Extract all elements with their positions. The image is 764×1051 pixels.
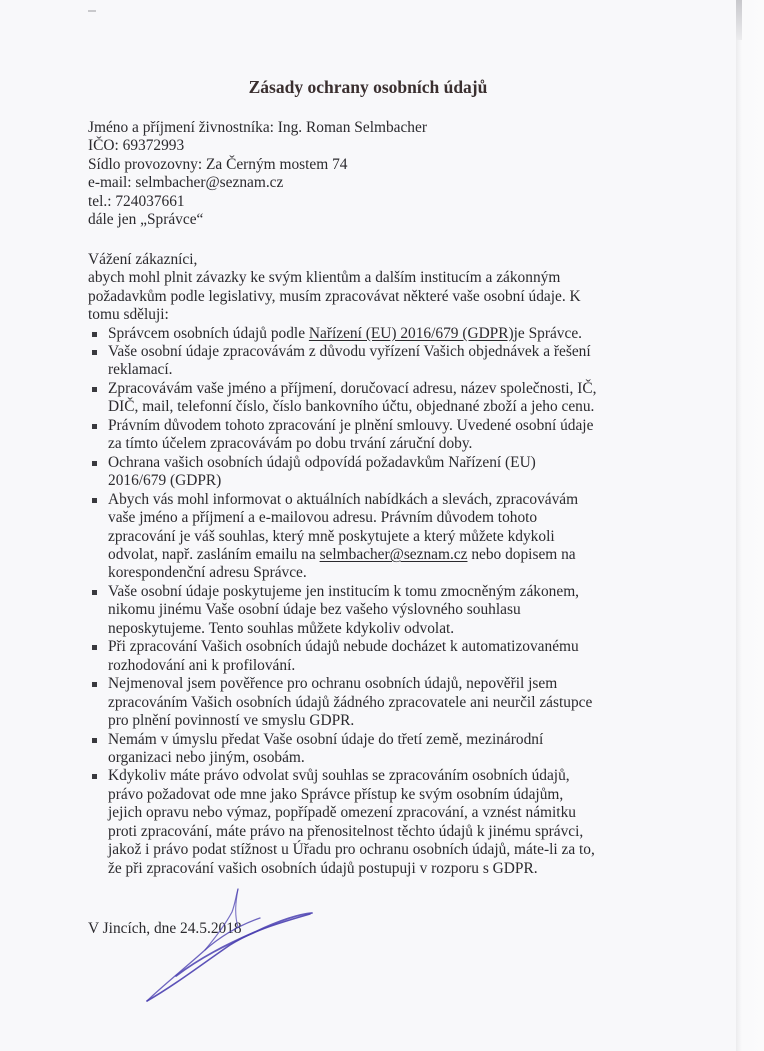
list-item [88,491,708,583]
intro-line: požadavkům podle legislativy, musím zpracovávat některé vaše osobní údaje. K [88,287,581,305]
square-bullet-icon [92,387,97,392]
item-text: reklamací. [108,361,173,379]
list-item [88,675,708,730]
controller-info [88,119,708,230]
item-text: organizaci nebo jiným, osobám. [108,748,305,766]
item-text: Ochrana vašich osobních údajů odpovídá požadavkům Nařízení (EU) [108,453,536,471]
policy-list [88,325,708,879]
square-bullet-icon [92,461,97,466]
item-text: zpracování je váš souhlas, který mně poskytujete a který můžete kdykoli [108,527,555,545]
square-bullet-icon [92,424,97,429]
item-text: nebo dopisem na [467,545,576,563]
item-text: 2016/679 (GDPR) [108,472,222,490]
list-item [88,767,708,878]
owner-line: Jméno a příjmení živnostníka: Ing. Roman Selmbacher [88,119,427,136]
item-text: zpracováním Vašich osobních údajů žádného zpracovatele ani neurčil zástupce [108,693,593,711]
item-text: Vaše osobní údaje poskytujeme jen institucím k tomu zmocněným zákonem, [108,582,580,600]
item-text: nikomu jinému Vaše osobní údaje bez vašeho výslovného souhlasu [108,601,521,619]
square-bullet-icon [92,498,97,503]
item-text: Správcem osobních údajů podle [108,324,309,342]
intro-line: tomu sděluji: [88,306,169,324]
item-text: Kdykoliv máte právo odvolat svůj souhlas se zpracováním osobních údajů, [108,767,570,785]
intro-line: abych mohl plnit závazky ke svým klientům a dalším institucím a zákonným [88,269,561,287]
email-link[interactable]: selmbacher@seznam.cz [319,545,468,563]
item-text: Nemám v úmyslu předat Vaše osobní údaje do třetí země, mezinárodní [108,730,544,748]
item-text: Zpracovávám vaše jméno a příjmení, doručovací adresu, název společnosti, IČ, [108,379,597,397]
square-bullet-icon [92,590,97,595]
item-text: jakož i právo podat stížnost u Úřadu pro ochranu osobních údajů, máte-li za to, [108,841,595,859]
item-text: Vaše osobní údaje zpracovávám z důvodu vyřízení Vašich objednávek a řešení [108,342,591,360]
scan-speck [88,10,96,12]
item-text: proti zpracování, máte právo na přenositelnost těchto údajů k jinému správci, [108,822,584,840]
document-title: Zásady ochrany osobních údajů [248,77,488,97]
gdpr-link[interactable]: Nařízení (EU) 2016/679 (GDPR) [308,324,514,342]
list-item [88,417,708,454]
item-text: Právním důvodem tohoto zpracování je plnění smlouvy. Uvedené osobní údaje [108,416,594,434]
item-text: Nejmenoval jsem pověřence pro ochranu osobních údajů, nepověřil jsem [108,675,558,693]
list-item [88,380,708,417]
square-bullet-icon [92,645,97,650]
square-bullet-icon [92,332,97,337]
list-item [88,343,708,380]
item-text: DIČ, mail, telefonní číslo, číslo bankovního účtu, objednané zboží a jeho cenu. [108,398,595,416]
square-bullet-icon [92,774,97,779]
item-text: jejich opravu nebo výmaz, popřípadě omezení zpracování, a vznést námitku [108,804,576,822]
square-bullet-icon [92,682,97,687]
scan-edge-shadow [736,0,742,40]
item-text: neposkytujeme. Tento souhlas můžete kdykoliv odvolat. [108,619,455,637]
list-item [88,454,708,491]
item-text: právo požadovat ode mne jako Správce přístup ke svým osobním údajům, [108,785,564,803]
list-item [88,638,708,675]
phone-line: tel.: 724037661 [88,192,185,210]
place-and-date: V Jincích, dne 24.5.2018 [88,920,242,937]
item-text: že při zpracování vašich osobních údajů postupuji v rozporu s GDPR. [108,859,538,877]
document-body [88,119,708,878]
list-item [88,731,708,768]
item-text: Při zpracování Vašich osobních údajů nebude docházet k automatizovanému [108,638,579,656]
seat-line: Sídlo provozovny: Za Černým mostem 74 [88,155,348,173]
list-item [88,583,708,638]
ico-line: IČO: 69372993 [88,137,185,155]
item-text: je Správce. [513,324,583,342]
list-item [88,325,708,343]
scan-edge [736,0,764,1051]
square-bullet-icon [92,350,97,355]
item-text: odvolat, např. zasláním emailu na [108,545,320,563]
item-text: korespondenční adresu Správce. [108,564,307,582]
salutation: Vážení zákazníci, [88,250,198,268]
alias-line: dále jen „Správce“ [88,211,204,229]
item-text: rozhodování ani k profilování. [108,656,296,674]
item-text: vaše jméno a příjmení a e-mailovou adresu. Právním důvodem tohoto [108,509,538,527]
email-line: e-mail: selmbacher@seznam.cz [88,174,284,192]
square-bullet-icon [92,738,97,743]
item-text: Abych vás mohl informovat o aktuálních nabídkách a slevách, zpracovávám [108,490,579,508]
item-text: za tímto účelem zpracovávám po dobu trvání záruční doby. [108,435,473,453]
item-text: pro plnění povinností ve smyslu GDPR. [108,712,355,730]
